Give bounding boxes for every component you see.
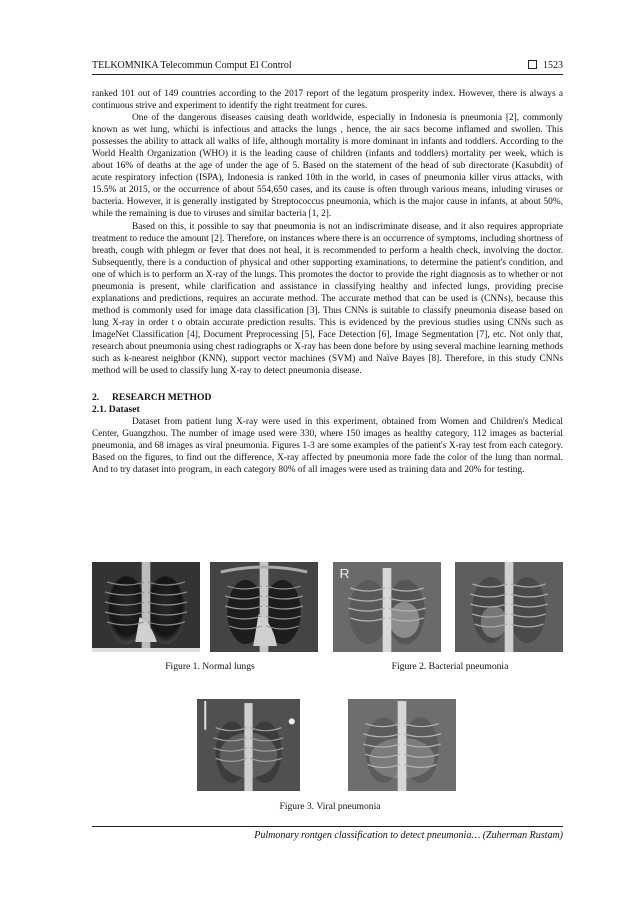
dataset-paragraph: Dataset from patient lung X-ray were used in this experiment, obtained from Women and Children's Medical Center, Guangzhou. The number of image used were 330, where 150 images as healthy category, 112 images as bacterial pneumonia, and 68 images as viral pneumonia. Figures 1-3 are some examples of the patient's X-ray test from each category. Based on the figures, to find out the difference, X-ray affected by pneumonia more fade the color of the lung than normal. And to try dataset into program, in each category 80% of all images were used as training data and 20% for testing. [92,417,563,476]
xray-bacterial-2 [455,562,563,652]
page-header [92,58,563,75]
journal-name: TELKOMNIKA Telecommun Comput El Control [92,60,292,71]
section-heading [92,392,563,404]
xray-viral-1 [197,699,300,791]
paragraph-3: Based on this, it possible to say that pneumonia is not an indiscriminate disease, and it also requires appropriate treatment to reduce the amount [2]. Therefore, on instances where there is an occurrence of symptoms, including shortness of breath, cough with phlegm or fever that does not heal, it is recommended to perform a health check, involving the doctor. Subsequently, there is a conduction of physical and other supporting examinations, to determine the patient's condition, and one of which is to perform an X-ray of the lungs. This promotes the doctor to provide the right diagnosis as to whether or not pneumonia is present, while clarification and assistance in classifying healthy and infected lungs, providing precise explanations and predictions, requires an accurate method. The accurate method that can be used is (CNNs), because this method is commonly used for image data classification [3]. Thus CNNs is suitable to classify pneumonia disease based on lung X-ray in order t o obtain accurate prediction results. This is evidenced by the previous studies using CNNs such as ImageNet Classification [4], Document Preprocessing [5], Face Detection [6], Image Segmentation [7], etc. Not only that, research about pneumonia using chest radiographs or X-ray has been done before by using several machine learning methods such as k-nearest neighbor (KNN), support vector machines (SVM) and Naïve Bayes [8]. Therefore, in this study CNNs method will be used to classify lung X-ray to detect pneumonia disease. [92,221,563,377]
figure-3-caption: Figure 3. Viral pneumonia [279,801,381,812]
page-number: 1523 [543,60,563,71]
paragraph-2: One of the dangerous diseases causing death worldwide, especially in Indonesia is pneumonia [2], commonly known as wet lung, whichi is infectious and attacks the lungs , hence, the air sacs become inflamed and swollen. This possesses the ability to attack all walks of life, although mortality is more dominant in infants and toddlers. According to the World Health Organization (WHO) it is the leading cause of children (infants and toddlers) mortality per week, which is about 16% of deaths at the age of under the age of 5. Based on the statement of the head of sub directorate (Kasubdit) of acute respiratory infection (ISPA), Indonesia is ranked 10th in the world, in cases of pneumonia killer virus attacks, with 15.5% at 2015, or the occurrence of about 554,650 cases, and its cause is often through various means, inluding viruses or bacteria. However, it is generally instigated by Streptococcus pneumonia, which is the major cause in infants, at about 50%, while the remaining is due to viruses and similar bacteria [1, 2]. [92,113,563,220]
body-text [92,88,563,476]
section-number: 2. [92,392,100,404]
figure-2-caption: Figure 2. Bacterial pneumonia [391,661,509,672]
xray-bacterial-1 [333,562,441,652]
xray-r-marker: R [339,566,350,581]
xray-viral-2 [348,699,456,791]
xray-normal-2 [210,562,318,652]
page-number-group [528,60,563,71]
page-footer [92,826,563,843]
subsection-heading: 2.1. Dataset [92,404,140,416]
running-title: Pulmonary rontgen classification to detect pneumonia… (Zuherman Rustam) [254,830,563,841]
xray-normal-1 [92,562,200,652]
paragraph-1: ranked 101 out of 149 countries according to the 2017 report of the legatum prosperity index. However, there is always a continuous strive and experiment to identify the right treatment for cures. [92,89,563,112]
figure-1-caption: Figure 1. Normal lungs [165,661,255,672]
section-title: RESEARCH METHOD [112,392,212,404]
square-icon [528,60,537,69]
